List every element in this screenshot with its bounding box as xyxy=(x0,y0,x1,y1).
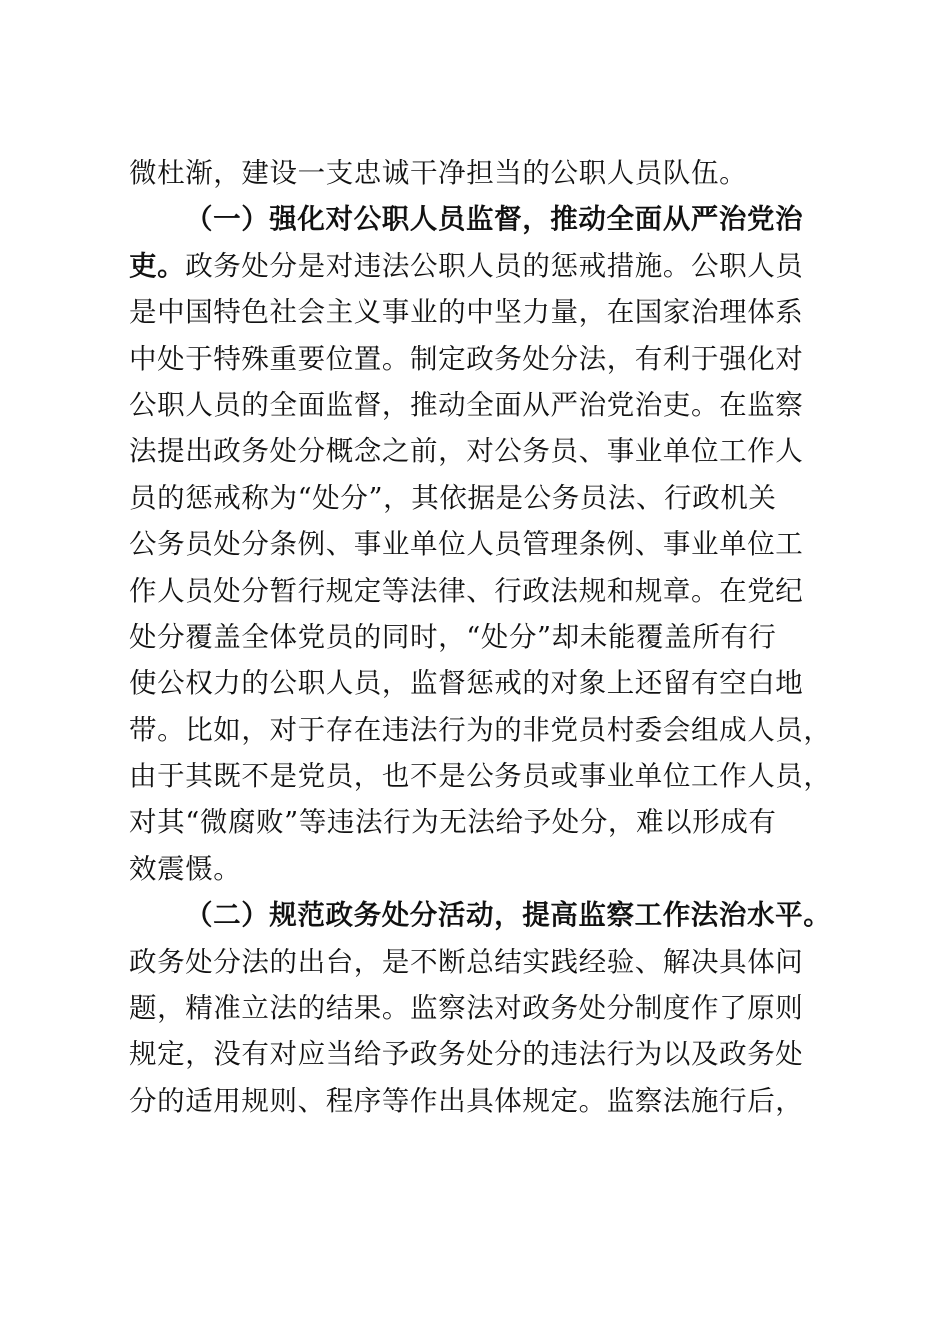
line-text: 处分覆盖全体党员的同时，“处分”却未能覆盖所有行 xyxy=(129,620,777,653)
text-line xyxy=(129,799,829,845)
text-line xyxy=(129,1078,829,1124)
line-text: 分的适用规则、程序等作出具体规定。监察法施行后， xyxy=(129,1084,804,1117)
text-line xyxy=(129,521,829,567)
text-line xyxy=(129,289,829,335)
section-heading-1 xyxy=(129,196,829,242)
line-text: 使公权力的公职人员，监督惩戒的对象上还留有空白地 xyxy=(129,667,804,700)
text-line xyxy=(129,428,829,474)
line-text: 中处于特殊重要位置。制定政务处分法，有利于强化对 xyxy=(129,342,804,375)
line-text: 效震慑。 xyxy=(129,852,242,885)
line-text: 微杜渐，建设一支忠诚干净担当的公职人员队伍。 xyxy=(129,157,748,189)
line-text: 公务员处分条例、事业单位人员管理条例、事业单位工 xyxy=(129,528,804,561)
text-line xyxy=(129,150,829,196)
heading-continuation: 吏。 xyxy=(129,249,186,282)
line-text: 员的惩戒称为“处分”，其依据是公务员法、行政机关 xyxy=(129,481,777,514)
text-line xyxy=(129,707,832,753)
line-text: 是中国特色社会主义事业的中坚力量，在国家治理体系 xyxy=(129,296,804,329)
heading-text: （二）规范政务处分活动，提高监察工作法治水平。 xyxy=(185,899,832,932)
line-text: 规定，没有对应当给予政务处分的违法行为以及政务处 xyxy=(129,1038,804,1071)
text-line xyxy=(129,382,829,428)
text-line xyxy=(129,336,829,382)
line-text: 由于其既不是党员，也不是公务员或事业单位工作人员， xyxy=(129,760,832,793)
text-line xyxy=(129,243,829,289)
text-line xyxy=(129,568,829,614)
line-text: 政务处分是对违法公职人员的惩戒措施。公职人员 xyxy=(185,249,804,282)
line-text: 公职人员的全面监督，推动全面从严治党治吏。在监察 xyxy=(129,388,804,421)
line-text: 法提出政务处分概念之前，对公务员、事业单位工作人 xyxy=(129,435,804,468)
text-line xyxy=(129,1031,829,1077)
line-text: 作人员处分暂行规定等法律、行政法规和规章。在党纪 xyxy=(129,574,804,607)
text-line xyxy=(129,985,829,1031)
text-line xyxy=(129,614,829,660)
heading-text: （一）强化对公职人员监督，推动全面从严治党治 xyxy=(185,203,804,236)
text-line xyxy=(129,475,829,521)
text-line xyxy=(129,846,829,892)
body-text xyxy=(129,150,832,1124)
line-text: 政务处分法的出台，是不断总结实践经验、解决具体问 xyxy=(129,945,804,978)
line-text: 题，精准立法的结果。监察法对政务处分制度作了原则 xyxy=(129,992,804,1025)
line-text: 带。比如，对于存在违法行为的非党员村委会组成人员， xyxy=(129,713,832,746)
line-text: 对其“微腐败”等违法行为无法给予处分，难以形成有 xyxy=(129,806,777,839)
section-heading-2 xyxy=(129,892,832,938)
text-line xyxy=(129,660,829,706)
text-line xyxy=(129,939,829,985)
text-line xyxy=(129,753,832,799)
